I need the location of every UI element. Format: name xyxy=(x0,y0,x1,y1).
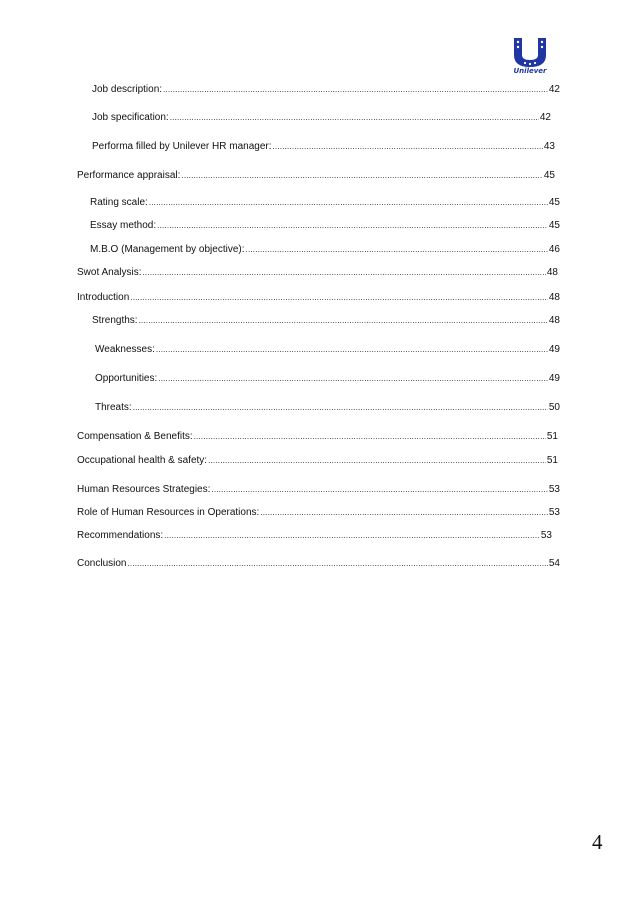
logo-wordmark: Unilever xyxy=(513,67,547,75)
toc-page-number: 48 xyxy=(548,315,560,326)
toc-page-number: 42 xyxy=(539,112,551,123)
toc-leader xyxy=(181,170,542,182)
unilever-logo xyxy=(509,36,551,80)
toc-entry-introduction[interactable] xyxy=(77,292,560,304)
toc-entry-rating-scale[interactable] xyxy=(90,197,560,209)
toc-label: Performance appraisal: xyxy=(77,170,181,181)
toc-page-number: 54 xyxy=(548,558,560,569)
toc-page-number: 48 xyxy=(546,267,558,278)
toc-label: Job description: xyxy=(92,84,163,95)
toc-leader xyxy=(170,112,539,124)
toc-page-number: 42 xyxy=(548,84,560,95)
toc-page-number: 50 xyxy=(548,402,560,413)
toc-entry-swot-analysis[interactable] xyxy=(77,267,558,279)
toc-leader xyxy=(194,431,546,443)
toc-entry-job-description[interactable] xyxy=(92,84,560,96)
toc-leader xyxy=(208,455,546,467)
toc-leader xyxy=(157,220,548,232)
toc-entry-role-of-hr-in-operations[interactable] xyxy=(77,507,560,519)
toc-entry-essay-method[interactable] xyxy=(90,220,560,232)
toc-entry-performance-appraisal[interactable] xyxy=(77,170,555,182)
toc-entry-conclusion[interactable] xyxy=(77,558,560,570)
toc-leader xyxy=(130,292,548,304)
toc-page-number: 49 xyxy=(548,373,560,384)
toc-page-number: 45 xyxy=(548,197,560,208)
toc-label: Job specification: xyxy=(92,112,169,123)
toc-label: Compensation & Benefits: xyxy=(77,431,193,442)
toc-entry-recommendations[interactable] xyxy=(77,530,552,542)
toc-page-number: 53 xyxy=(548,484,560,495)
toc-entry-strengths[interactable] xyxy=(92,315,560,327)
toc-leader xyxy=(164,530,540,542)
toc-label: Opportunities: xyxy=(95,373,158,384)
toc-label: Introduction xyxy=(77,292,130,303)
toc-label: Role of Human Resources in Operations: xyxy=(77,507,260,518)
toc-leader xyxy=(142,267,545,279)
toc-leader xyxy=(133,402,548,414)
toc-page-number: 46 xyxy=(548,244,560,255)
toc-page-number: 45 xyxy=(548,220,560,231)
page-number: 4 xyxy=(592,830,603,854)
toc-label: Essay method: xyxy=(90,220,157,231)
toc-page-number: 53 xyxy=(540,530,552,541)
toc-leader xyxy=(246,244,548,256)
toc-leader xyxy=(163,84,548,96)
toc-entry-threats[interactable] xyxy=(95,402,560,414)
toc-page-number: 51 xyxy=(546,455,558,466)
toc-label: Occupational health & safety: xyxy=(77,455,208,466)
toc-entry-occupational-health-safety[interactable] xyxy=(77,455,558,467)
toc-entry-weaknesses[interactable] xyxy=(95,344,560,356)
toc-page-number: 43 xyxy=(543,141,555,152)
toc-entry-mbo[interactable] xyxy=(90,244,560,256)
toc-entry-compensation-benefits[interactable] xyxy=(77,431,558,443)
toc-page-number: 53 xyxy=(548,507,560,518)
toc-label: Human Resources Strategies: xyxy=(77,484,211,495)
toc-label: Swot Analysis: xyxy=(77,267,142,278)
toc-entry-job-specification[interactable] xyxy=(92,112,551,124)
toc-leader xyxy=(158,373,548,385)
toc-leader xyxy=(127,558,547,570)
toc-leader xyxy=(139,315,548,327)
toc-label: Conclusion xyxy=(77,558,127,569)
toc-leader xyxy=(273,141,543,153)
toc-label: Recommendations: xyxy=(77,530,164,541)
toc-leader xyxy=(211,484,547,496)
toc-entry-performa[interactable] xyxy=(92,141,555,153)
toc-page-number: 45 xyxy=(543,170,555,181)
toc-label: Strengths: xyxy=(92,315,138,326)
toc-leader xyxy=(149,197,548,209)
toc-leader xyxy=(260,507,548,519)
toc-label: Threats: xyxy=(95,402,132,413)
unilever-u-icon xyxy=(509,36,551,68)
toc-page-number: 49 xyxy=(548,344,560,355)
toc-entry-hr-strategies[interactable] xyxy=(77,484,560,496)
toc-leader xyxy=(156,344,548,356)
toc-label: Rating scale: xyxy=(90,197,148,208)
toc-label: M.B.O (Management by objective): xyxy=(90,244,245,255)
toc-page-number: 51 xyxy=(546,431,558,442)
toc-label: Weaknesses: xyxy=(95,344,155,355)
toc-entry-opportunities[interactable] xyxy=(95,373,560,385)
toc-page-number: 48 xyxy=(548,292,560,303)
toc-label: Performa filled by Unilever HR manager: xyxy=(92,141,272,152)
